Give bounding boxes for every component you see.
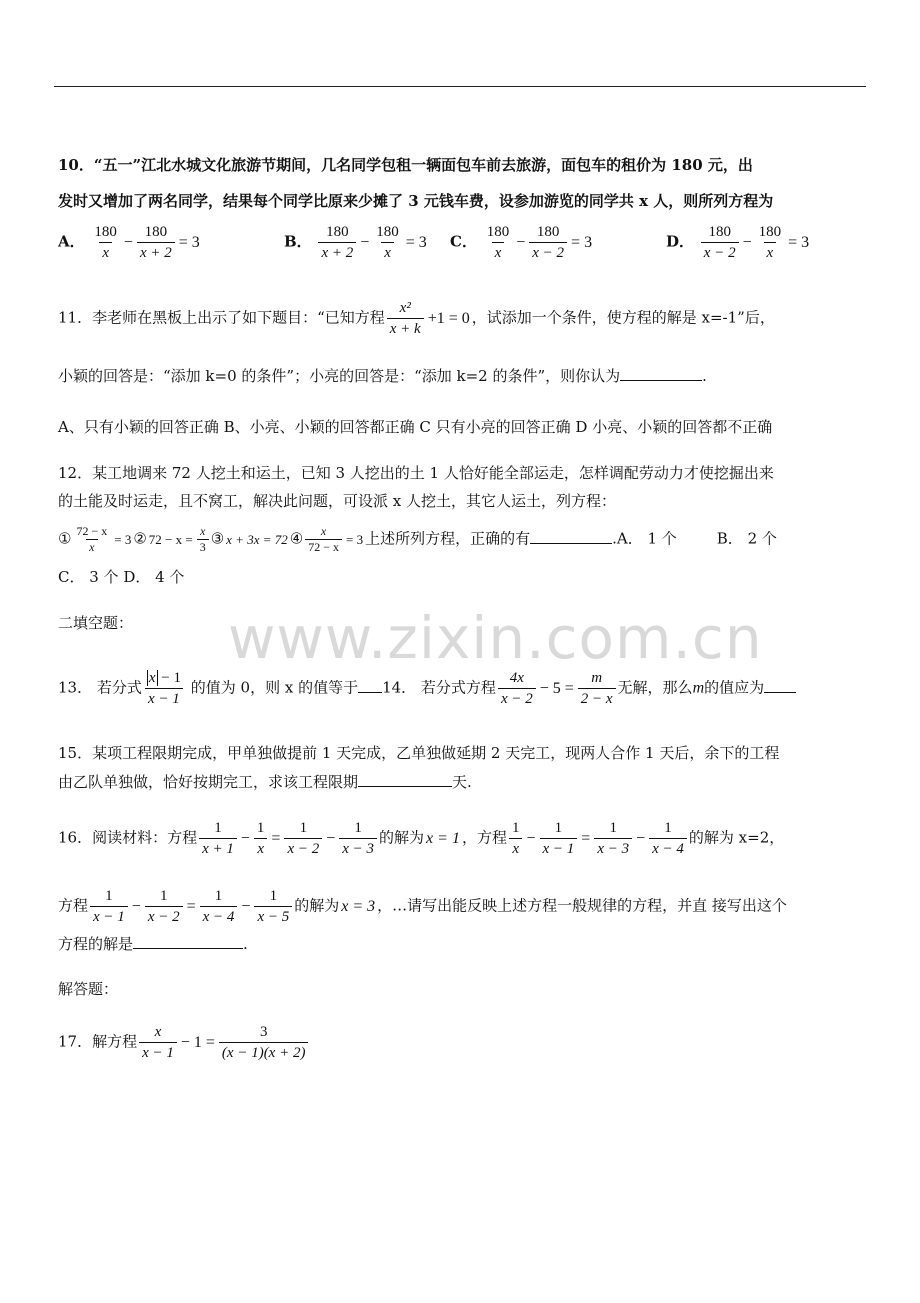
section-answer-heading: 解答题：: [58, 980, 119, 998]
q16-line-3: 方程的解是 .: [58, 932, 248, 955]
answer-blank[interactable]: [530, 527, 612, 544]
q17-line: 17．解方程 $\frac{x}{x - 1}$ − 1 = $\frac{3}{(x - 1)(x + 2)}$: [58, 1022, 310, 1063]
q15-line-1: 15．某项工程限期完成，甲单独做提前 1 天完成，乙单独做延期 2 天完工，现两人合作 1 天后，余下的工程: [58, 744, 780, 762]
q11-line-2: 小颖的回答是：“添加 k=0 的条件”；小亮的回答是：“添加 k=2 的条件”，则你认为 .: [58, 364, 707, 387]
q11-options: A、只有小颖的回答正确 B、小亮、小颖的回答都正确 C 只有小亮的回答正确 D 小亮、小颖的回答都不正确: [58, 418, 773, 436]
q12-line-2: 的土能及时运走，且不窝工，解决此问题，可设派 x 人挖土，其它人运土，列方程：: [58, 492, 616, 510]
answer-blank[interactable]: [358, 770, 452, 787]
q10-option-a: A． $\frac{180}{x}$ − $\frac{180}{x + 2}$ = 3: [58, 224, 200, 261]
answer-blank[interactable]: [620, 364, 702, 381]
q12-line-4: C． 3 个 D． 4 个: [58, 568, 185, 586]
q12-equations: ① $\frac{72 - x}{x}$ = 3 ② 72 − x = $\frac{x}{3}$ ③ x + 3x = 72 ④ $\frac{x}{72 - x}$ = 3 上述所列方程，正确的有 .A． 1 个 B． 2 个: [58, 524, 777, 554]
header-rule: [54, 86, 866, 87]
q13-q14-line: 13． 若分式 $\frac{x - 1}{x - 1}$ 的值为 0，则 x 的值等于 14． 若分式方程 $\frac{4x}{x - 2}$ − 5 = $\frac{m}{2 - x}$ 无解，那么m的值应为: [58, 668, 796, 709]
q12-line-1: 12．某工地调来 72 人挖土和运土，已知 3 人挖出的土 1 人恰好能全部运走，怎样调配劳动力才使挖掘出来: [58, 464, 774, 482]
q16-line-2: 方程 $\frac{1}{x - 1}$ − $\frac{1}{x - 2}$ = $\frac{1}{x - 4}$ − $\frac{1}{x - 5}$ 的解为 x = 3 ，…请写出能反映上述方程一般规律的方程，并直 接写出这个: [58, 888, 787, 925]
q16-line-1: 16．阅读材料：方程 $\frac{1}{x + 1}$ − $\frac{1}{x}$ = $\frac{1}{x - 2}$ − $\frac{1}{x - 3}$ 的解为 x = 1 ，方程 $\frac{1}{x}$ − $\frac{1}{x - 1}$ = $\frac{1}{x - 3}$ − $\frac{1}{x - 4}$ 的解为 x=2，: [58, 820, 785, 857]
q10-line-1: 10．“五一”江北水城文化旅游节期间，几名同学包租一辆面包车前去旅游，面包车的租价为 180 元，出: [58, 156, 753, 174]
answer-blank[interactable]: [133, 932, 243, 949]
q10-option-c: C． $\frac{180}{x}$ − $\frac{180}{x - 2}$ = 3: [450, 224, 593, 261]
q15-line-2: 由乙队单独做，恰好按期完工，求该工程限期 天.: [58, 770, 472, 793]
watermark: www.zixin.com.cn: [228, 604, 763, 672]
q11-line-1: 11．李老师在黑板上出示了如下题目：“已知方程 $\frac{\text{x²}}{x + k}$ +1 = 0 ，试添加一个条件，使方程的解是 x=-1”后，: [58, 300, 775, 337]
q10-option-b: B． $\frac{180}{x + 2}$ − $\frac{180}{x}$ = 3: [284, 224, 427, 261]
answer-blank[interactable]: [764, 676, 796, 693]
answer-blank[interactable]: [358, 676, 382, 693]
q10-option-d: D． $\frac{180}{x - 2}$ − $\frac{180}{x}$ = 3: [666, 224, 810, 261]
section-fill-heading: 二填空题：: [58, 614, 134, 632]
q10-line-2: 发时又增加了两名同学，结果每个同学比原来少摊了 3 元钱车费，设参加游览的同学共 x 人，则所列方程为: [58, 192, 774, 210]
